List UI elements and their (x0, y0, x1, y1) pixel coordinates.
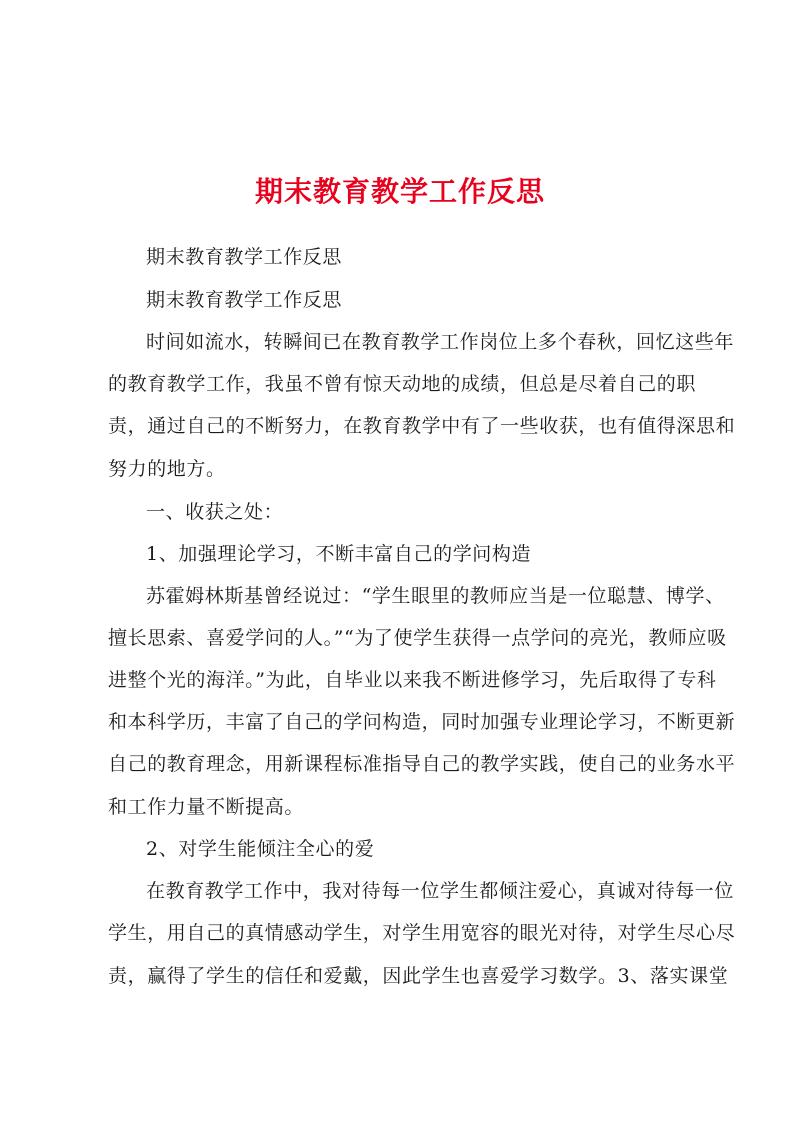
paragraph-line: 在教育教学工作中，我对待每一位学生都倾注爱心，真诚对待每一位 (146, 880, 735, 902)
paragraph-line: 努力的地方。 (108, 458, 226, 480)
paragraph-line: 期末教育教学工作反思 (146, 289, 343, 311)
paragraph-line: 和工作力量不断提高。 (108, 796, 305, 818)
paragraph-line: 期末教育教学工作反思 (146, 246, 343, 268)
document-title: 期末教育教学工作反思 (254, 175, 545, 208)
paragraph-line: 进整个光的海洋。”为此，自毕业以来我不断进修学习，先后取得了专科 (108, 669, 717, 691)
subsection-heading: 1、加强理论学习，不断丰富自己的学问构造 (146, 543, 532, 565)
subsection-heading: 2、对学生能倾注全心的爱 (146, 838, 375, 860)
paragraph-line: 责，通过自己的不断努力，在教育教学中有了一些收获，也有值得深思和 (108, 415, 736, 437)
paragraph-line: 和本科学历，丰富了自己的学问构造，同时加强专业理论学习，不断更新 (108, 711, 736, 733)
paragraph-line: 的教育教学工作，我虽不曾有惊天动地的成绩，但总是尽着自己的职 (108, 373, 697, 395)
section-heading: 一、收获之处： (146, 501, 284, 523)
paragraph-line: 责，赢得了学生的信任和爱戴，因此学生也喜爱学习数学。3、落实课堂 (108, 965, 729, 987)
paragraph-line: 苏霍姆林斯基曾经说过：“学生眼里的教师应当是一位聪慧、博学、 (146, 585, 725, 607)
paragraph-line: 时间如流水，转瞬间已在教育教学工作岗位上多个春秋，回忆这些年 (146, 331, 735, 353)
paragraph-line: 擅长思索、喜爱学问的人。”“为了使学生获得一点学问的亮光，教师应吸 (108, 627, 727, 649)
paragraph-line: 学生，用自己的真情感动学生，对学生用宽容的眼光对待，对学生尽心尽 (108, 922, 736, 944)
paragraph-line: 自己的教育理念，用新课程标准指导自己的教学实践，使自己的业务水平 (108, 753, 736, 775)
